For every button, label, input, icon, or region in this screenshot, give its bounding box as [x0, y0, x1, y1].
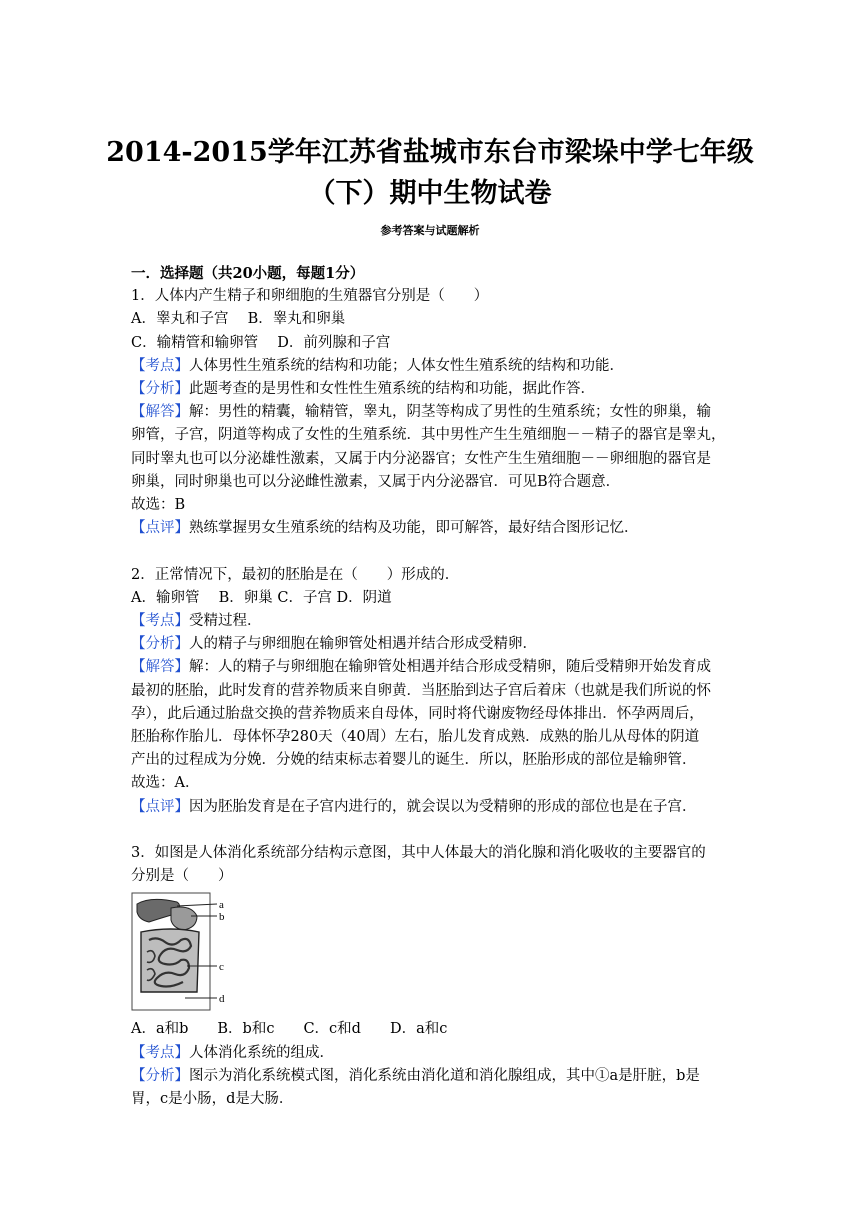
- fenxi-row: [131, 1065, 731, 1088]
- question-3: [131, 842, 731, 1111]
- spacer: [131, 540, 731, 563]
- kaodian-text: 受精过程．: [189, 613, 262, 630]
- kaodian-row: [131, 610, 731, 633]
- digestive-system-figure: [131, 892, 231, 1012]
- fenxi-text-line: 胃，c是小肠，d是大肠．: [131, 1091, 294, 1108]
- dianping-text: 熟练掌握男女生殖系统的结构及功能，即可解答，最好结合图形记忆．: [189, 520, 639, 537]
- fenxi-text: 此题考查的是男性和女性性生殖系统的结构和功能，据此作答．: [189, 381, 595, 398]
- figure-label-c: c: [219, 961, 224, 974]
- jieda-text-line: 产出的过程成为分娩．分娩的结束标志着婴儿的诞生．所以，胚胎形成的部位是输卵管．: [131, 752, 697, 769]
- document-title-line1: 2014-2015学年江苏省盐城市东台市梁垛中学七年级: [106, 137, 754, 168]
- digestive-system-diagram: [131, 892, 231, 1012]
- fenxi-tag: 【分析】: [131, 381, 189, 398]
- question-2: [131, 564, 731, 819]
- kaodian-tag: 【考点】: [131, 1044, 189, 1061]
- fenxi-tag: 【分析】: [131, 636, 189, 653]
- dianping-text: 因为胚胎发育是在子宫内进行的，就会误以为受精卵的形成的部位也是在子宫．: [189, 798, 697, 815]
- fenxi-text: 图示为消化系统模式图，消化系统由消化道和消化腺组成，其中①a是肝脏，b是: [189, 1067, 700, 1084]
- question-stem: 分别是（ ）: [131, 868, 233, 885]
- dianping-row: [131, 796, 731, 819]
- document-subtitle: 参考答案与试题解析: [380, 224, 480, 237]
- fenxi-row: [131, 378, 731, 401]
- question-stem: 2．正常情况下，最初的胚胎是在（ ）形成的．: [131, 566, 460, 583]
- dianping-row: [131, 517, 731, 540]
- jieda-text: 解：人的精子与卵细胞在输卵管处相遇并结合形成受精卵，随后受精卵开始发育成: [189, 659, 711, 676]
- spacer: [131, 819, 731, 842]
- question-options: A．输卵管 B．卵巢 C．子宫 D．阴道: [131, 589, 392, 606]
- kaodian-row: [131, 355, 731, 378]
- question-stem: 3．如图是人体消化系统部分结构示意图，其中人体最大的消化腺和消化吸收的主要器官的: [131, 845, 706, 862]
- jieda-tag: 【解答】: [131, 404, 189, 421]
- large-intestine-shape: [141, 929, 199, 992]
- question-options: A．睾丸和子宫 B．睾丸和卵巢: [131, 311, 346, 328]
- fenxi-text: 人的精子与卵细胞在输卵管处相遇并结合形成受精卵．: [189, 636, 537, 653]
- question-options: A．a和b B．b和c C．c和d D．a和c: [131, 1021, 448, 1038]
- fenxi-row: [131, 633, 731, 656]
- jieda-text-line: 同时睾丸也可以分泌雄性激素，又属于内分泌器官；女性产生生殖细胞－－卵细胞的器官是: [131, 450, 711, 467]
- question-stem: 1．人体内产生精子和卵细胞的生殖器官分别是（ ）: [131, 288, 489, 305]
- question-options: C．输精管和输卵管 D．前列腺和子宫: [131, 334, 391, 351]
- jieda-text-line: 卵巢，同时卵巢也可以分泌雌性激素，又属于内分泌器官．可见B符合题意．: [131, 473, 621, 490]
- document-body: [131, 262, 731, 1111]
- figure-label-b: b: [219, 911, 225, 924]
- figure-label-a: a: [219, 899, 224, 912]
- jieda-text-line: 最初的胚胎，此时发育的营养物质来自卵黄．当胚胎到达子宫后着床（也就是我们所说的怀: [131, 682, 711, 699]
- dianping-tag: 【点评】: [131, 798, 189, 815]
- kaodian-tag: 【考点】: [131, 357, 189, 374]
- question-1: [131, 285, 731, 540]
- fenxi-tag: 【分析】: [131, 1067, 189, 1084]
- kaodian-row: [131, 1042, 731, 1065]
- jieda-text-line: 卵管，子宫，阴道等构成了女性的生殖系统．其中男性产生生殖细胞－－精子的器官是睾丸，: [131, 427, 726, 444]
- kaodian-text: 人体消化系统的组成．: [189, 1044, 334, 1061]
- kaodian-text: 人体男性生殖系统的结构和功能；人体女性生殖系统的结构和功能．: [189, 357, 624, 374]
- figure-label-d: d: [219, 993, 225, 1006]
- document-title-line2: （下）期中生物试卷: [308, 178, 552, 209]
- jieda-text-line: 胚胎称作胎儿．母体怀孕280天（40周）左右，胎儿发育成熟．成熟的胎儿从母体的阴道: [131, 729, 700, 746]
- jieda-row: [131, 401, 731, 424]
- jieda-row: [131, 656, 731, 679]
- answer-line: 故选：B: [131, 497, 186, 514]
- stomach-shape: [171, 907, 197, 930]
- answer-line: 故选：A．: [131, 775, 200, 792]
- jieda-tag: 【解答】: [131, 659, 189, 676]
- dianping-tag: 【点评】: [131, 520, 189, 537]
- jieda-text: 解：男性的精囊，输精管，睾丸，阴茎等构成了男性的生殖系统；女性的卵巢，输: [189, 404, 711, 421]
- section-heading: 一．选择题（共20小题，每题1分）: [131, 265, 365, 282]
- jieda-text-line: 孕），此后通过胎盘交换的营养物质来自母体，同时将代谢废物经母体排出．怀孕两周后，: [131, 705, 704, 722]
- kaodian-tag: 【考点】: [131, 613, 189, 630]
